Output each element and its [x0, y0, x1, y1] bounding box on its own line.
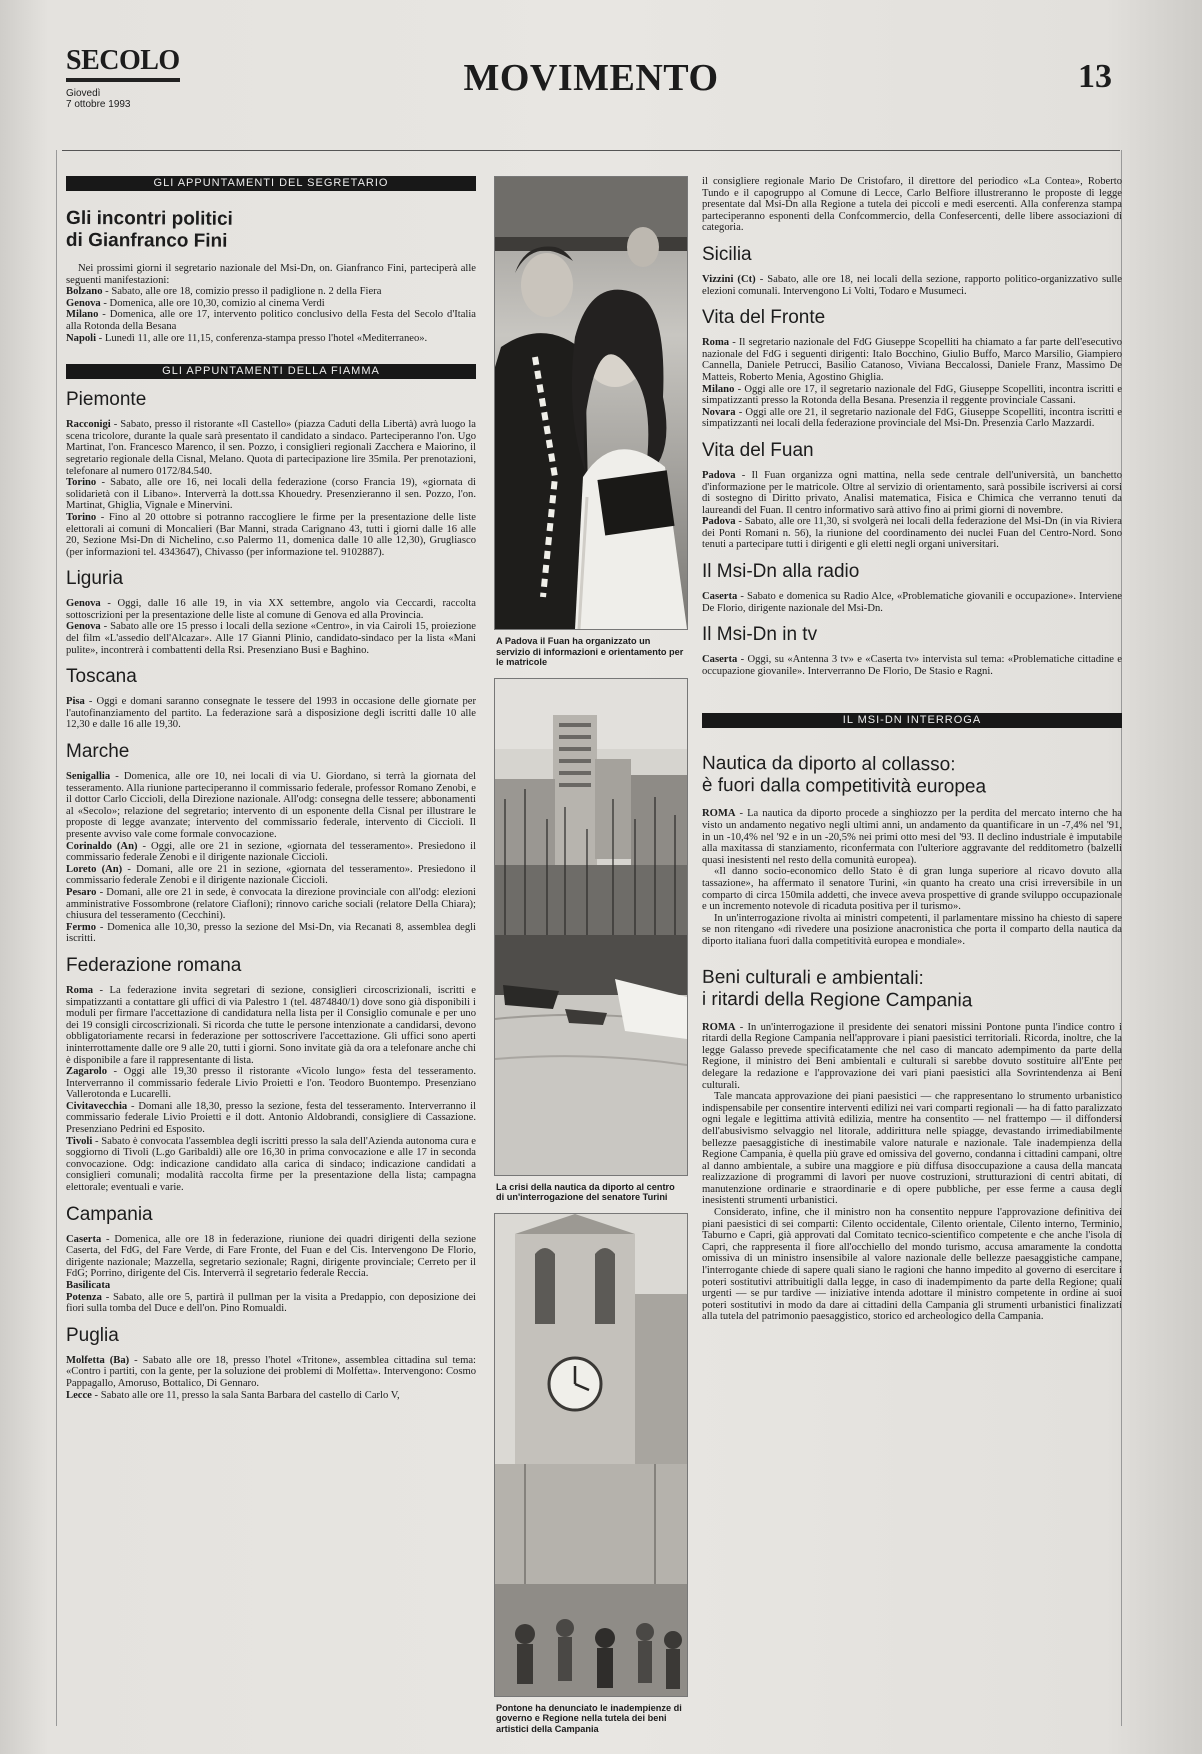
- list-item: Fermo - Domenica alle 10,30, presso la sezione del Msi-Dn, via Recanati 8, assemblea degli iscritti.: [66, 921, 476, 945]
- page-number: 13: [1078, 58, 1112, 95]
- masthead: [62, 40, 1120, 108]
- article-nautica: [702, 808, 1122, 947]
- article-paragraph: «Il danno socio-economico dello Stato è di gran lunga superiore al ricavo dovuto alla tassazione», ha affermato il senatore Turini, «in quanto ha creato una crisi irreversibile in un comparto di circa 150mila addetti, che invece aveva prospettive di grande sviluppo occupazionale e un incremento notevole di ricaduta positiva per il turismo».: [702, 866, 1122, 913]
- headline-beni-line2: i ritardi della Regione Campania: [701, 988, 973, 1011]
- campania-list: [66, 1234, 476, 1315]
- students-photo-image: [495, 177, 687, 629]
- section-title-radio: Il Msi-Dn alla radio: [702, 561, 860, 583]
- list-item: Bolzano - Sabato, alle ore 18, comizio presso il padiglione n. 2 della Fiera: [66, 286, 382, 298]
- list-item: Loreto (An) - Domani, alle ore 21 in sezione, «giornata del tesseramento». Presiedono il commissario federale Zenobi e il dirigente nazionale Ciccioli.: [66, 863, 476, 887]
- region-title-marche: Marche: [66, 741, 130, 763]
- lecce-continuation-text: il consigliere regionale Mario De Cristofaro, il direttore del periodico «La Contea», Roberto Tundo e il capogruppo al Comune di Lecce, Carlo Belfiore illustreranno le proposte di legge presentate dal Msi-Dn alla Regione a tutela dei piccoli e medi esercenti. Alla conferenza stampa parteciperanno esponenti della Confcommercio, della Confesercenti, delle libere associazioni di categoria.: [702, 176, 1122, 234]
- caption-padova: A Padova il Fuan ha organizzato un servizio di informazioni e orientamento per le matricole: [496, 636, 684, 667]
- newspaper-brand: SECOLO: [66, 44, 180, 82]
- list-item: Milano - Domenica, alle ore 17, intervento politico conclusivo della Festa del Secolo d'Italia alla Rotonda della Besana: [66, 309, 476, 332]
- photo-capri-clocktower: [494, 1213, 688, 1697]
- list-item: Molfetta (Ba) - Sabato alle ore 18, presso l'hotel «Tritone», assemblea cittadina sul tema: «Contro i partiti, con la gente, per la soluzione dei problemi di Molfetta». Intervengono: Cosmo Pappagallo, Amoruso, Bottalico, Di Gennaro.: [66, 1354, 476, 1389]
- region-title-puglia: Puglia: [66, 1324, 119, 1346]
- list-item: Roma - Il segretario nazionale del FdG Giuseppe Scopelliti ha chiamato a far parte dell'esecutivo nazionale del FdG i seguenti dirigenti: Italo Bocchino, Giulio Buffo, Marco Marsilio, Giampiero Cannella, Daniele Petrucci, Basilio Catanoso, Viviana Beccalossi, Daniele Franz, Massimo De Matteis, Roberto Menia, Agostino Ghiglia.: [702, 337, 1122, 383]
- column-right: [702, 176, 1122, 1329]
- list-item: Vizzini (Ct) - Sabato, alle ore 18, nei locali della sezione, rapporto politico-organizzativo sulle elezioni comunali. Intervengono Li Volti, Todaro e Musumeci.: [702, 273, 1123, 297]
- article-paragraph: Tale mancata approvazione dei piani paesistici — che rappresentano lo strumento urbanistico indispensabile per consentire interventi edilizi nei vari comparti regionali — ha di fatto paralizzato ogni legale e legittima attività edilizia, mentre ha consentito — nel frattempo — il diffondersi dell'abusivismo selvaggio nel litorale, addirittura nelle spiagge, devastando irrimediabilmente bellezze paesaggistiche di inestimabile valore naturale e nazionale. Tale inadempienza della Regione Campania, è quella più grave ed omissiva del governo, condanna i cittadini campani, oltre al danno ambientale, a subire una maggiore e più diffusa disoccupazione a causa della mancata realizzazione di programmi di lavori per nuove costruzioni, strutturazioni di centri abitati, di manutenzione ordinarie e straordinarie e di opere pubbliche, per esse ferme a causa degli inesistenti strumenti urbanistici.: [702, 1091, 1122, 1207]
- headline-nautica-line2: è fuori dalla competitività europea: [701, 775, 987, 798]
- list-item: Torino - Sabato, alle ore 16, nei locali della federazione (corso Francia 19), «giornata di solidarietà con il Libano». Interverrà la dott.ssa Khouedry. Presenzieranno il sen. Pozzo, l'on. Martinat, Ghiglia, Vignale e Minervini.: [66, 477, 476, 512]
- fronte-list: [702, 337, 1122, 430]
- region-title-liguria: Liguria: [66, 568, 124, 590]
- radio-list: [702, 591, 1122, 614]
- list-item: Milano - Oggi alle ore 17, il segretario nazionale del FdG, Giuseppe Scopelliti, incontra iscritti e simpatizzanti presso la Rotonda della Besana. Presenzia il reggente provinciale Cassani.: [702, 383, 1122, 407]
- fini-intro: Nei prossimi giorni il segretario nazionale del Msi-Dn, on. Gianfranco Fini, parteciperà alle seguenti manifestazioni:: [66, 263, 476, 286]
- list-item: Padova - Sabato, alle ore 11,30, si svolgerà nei locali della federazione del Msi-Dn (in via Riviera dei Ponti Romani n. 56), la riunione del coordinamento dei nuclei Fuan del Centro-Nord. Sono tenuti a partecipare tutti i dirigenti e gli eletti negli organi universitari.: [702, 516, 1122, 551]
- list-item: Caserta - Sabato e domenica su Radio Alce, «Problematiche giovanili e occupazione». Interviene De Florio, dirigente nazionale del Msi-Dn.: [702, 591, 1122, 614]
- headline-beni: [702, 966, 1122, 1012]
- section-title-tv: Il Msi-Dn in tv: [702, 624, 818, 646]
- sicilia-list: [702, 274, 1122, 297]
- list-item: Padova - Il Fuan organizza ogni mattina, nella sede centrale dell'università, un banchetto d'informazione per le matricole. Oltre al servizio di orientamento, sarà possibile iscriversi ai corsi di sostegno di Diritto privato, Analisi matematica, Fisica e Chimica che verranno tenuti da laureandi del Fuan. Il centro informativo sarà attivo fino ai primi giorni di novembre.: [702, 469, 1122, 516]
- article-paragraph: ROMA - La nautica da diporto procede a singhiozzo per la perdita del mercato interno che ha visto un andamento negativo negli ultimi anni, un andamento da quantificare in un -7,4% nel '91, in un -10,4% nel '92 e in un -20,5% nei primi otto mesi del '93. Il declino industriale è imputabile alla maxitassa di stanziamento, riconfermata con l'ulteriore aggravante del redditometro (balzelli quasi inesistenti nel resto della comunità europea).: [702, 808, 1122, 866]
- headline-nautica: [702, 753, 1122, 799]
- list-item: Potenza - Sabato, alle ore 5, partirà il pullman per la visita a Predappio, con deposizione dei fiori sulla tomba del Duce e dell'on. Pino Romualdi.: [66, 1291, 476, 1315]
- section-title-fuan: Vita del Fuan: [702, 439, 814, 461]
- headline-fini-line2: di Gianfranco Fini: [65, 229, 228, 252]
- piemonte-list: [66, 419, 476, 558]
- caption-beni-culturali: Pontone ha denunciato le inadempienze di governo e Regione nella tutela dei beni artistici della Campania: [496, 1702, 682, 1734]
- list-item: Genova - Domenica, alle ore 10,30, comizio al cinema Verdi: [66, 297, 325, 309]
- liguria-list: [66, 598, 476, 656]
- section-band-segretario: GLI APPUNTAMENTI DEL SEGRETARIO: [66, 176, 476, 191]
- list-item: Civitavecchia - Domani alle 18,30, presso la sezione, festa del tesseramento. Interverranno il commissario federale Livio Proietti e il dott. Antonio Aldobrandi, consigliere di Cassazione. Presenziano Pedrini ed Esposito.: [66, 1100, 476, 1136]
- headline-fini-line1: Gli incontri politici: [66, 207, 233, 230]
- region-title-campania: Campania: [66, 1203, 153, 1225]
- lecce-continuation: [702, 176, 1122, 234]
- issue-day: Giovedì: [66, 88, 101, 99]
- list-item: Genova - Oggi, dalle 16 alle 19, in via XX settembre, angolo via Ceccardi, raccolta sottoscrizioni per la presentazione delle liste al comune di Genova ed alla Provincia.: [66, 598, 476, 621]
- headline-fini: [66, 208, 476, 254]
- list-item: Pesaro - Domani, alle ore 21 in sede, è convocata la direzione provinciale con all'odg: elezioni amministrative Fossombrone (relatore Ciafloni); rinnovo cariche sociali (relatore Della Chiara); chiusura del tesseramento (Cecchini).: [66, 886, 476, 922]
- list-item: Napoli - Lunedì 11, alle ore 11,15, conferenza-stampa presso l'hotel «Mediterraneo».: [66, 332, 428, 344]
- puglia-list: [66, 1355, 476, 1401]
- list-item: Genova - Sabato alle ore 15 presso i locali della sezione «Centro», in via Cairoli 15, proiezione del film «L'assedio dell'Alcazar». Alle 17 Gianni Plinio, candidato-sindaco per la lista «Mani pulite», incontrerà i combattenti della Rsi. Presenziano Busi e Baghino.: [66, 621, 476, 656]
- region-title-piemonte: Piemonte: [66, 389, 147, 411]
- toscana-list: [66, 696, 476, 731]
- column-appointments: [66, 176, 476, 1407]
- harbor-photo-image: [495, 679, 687, 1175]
- list-item: Pisa - Oggi e domani saranno consegnate le tessere del 1993 in occasione delle giornate per l'autofinanziamento del partito. La federazione sarà a disposizione degli iscritti dalle 10 alle 12,30 e dalle 16 alle 19,30.: [66, 696, 476, 731]
- list-item: Roma - La federazione invita segretari di sezione, consiglieri circoscrizionali, iscritti e simpatizzanti a contattare gli uffici di via Palestro 1 (tel. 4874840/1) dove sono già disponibili i moduli per firmare l'accettazione di candidatura nella lista per il Consiglio comunale e per uno dei 19 consigli circoscrizionali. Si ricorda che tutte le persone intenzionate a candidarsi, devono obbligatoriamente recarsi in federazione per sottoscrivere l'accettazione. Gli uffici sono aperti ininterrottamente dalle ore 9 alle 20, tutti i giorni. Sono invitate già da ora a telefonare anche chi è disponibile a fare il rappresentante di lista.: [66, 984, 476, 1066]
- clocktower-photo-image: [495, 1214, 687, 1696]
- roma-list: [66, 985, 476, 1194]
- section-band-interroga: IL MSI-DN INTERROGA: [702, 713, 1122, 728]
- list-item: Novara - Oggi alle ore 21, il segretario nazionale del FdG, Giuseppe Scopelliti, incontra iscritti e simpatizzanti nei locali della federazione provinciale del Msi-Dn. Presenzia Carlo Mazzardi.: [702, 406, 1122, 430]
- region-label-basilicata: Basilicata: [66, 1280, 111, 1291]
- list-item: [66, 1280, 476, 1292]
- fini-list: [66, 263, 476, 344]
- list-item: Caserta - Domenica, alle ore 18 in federazione, riunione dei quadri dirigenti della sezione Caserta, del FdG, del Fare Verde, di Fare Fronte, del Fuan e del Cis. Intervengono De Florio, dirigente nazionale; Mazzella, segretario sezionale; Ragni, dirigente provinciale; Cerreto per il FdG; Porrino, dirigente del Cis. Interverrà il segretario federale Reccia.: [66, 1233, 476, 1280]
- fuan-list: [702, 470, 1122, 551]
- region-title-sicilia: Sicilia: [702, 243, 752, 265]
- article-paragraph: Considerato, infine, che il ministro non ha consentito neppure l'approvazione definitiva dei piani paesistici di sei comparti: Cilento occidentale, Cilento orientale, Cilento interno, Terminio, Taburno e Capri, già approvati dal Comitato tecnico-scientifico competente e che anche l'isola di Capri, che rappresenta il fiore all'occhiello del mondo turismo, accusa amaramente la condotta omissiva di un ministro insensibile al valore nazionale delle bellezze paesaggistiche campane, l'interrogante chiede di sapere quali siano le ragioni che hanno impedito al governo di esercitare i poteri sostitutivi attribuitigli dalla legge, in caso di inadempimento da parte della Regione; quali urgenti — se pur tardive — iniziative intenda adottare il ministro competente in ordine ai suoi poteri sostitutivi in modo da dare ai cittadini della Campania gli strumenti urbanistici finalizzati alla tutela del patrimonio paesaggistico, storico ed archeologico della Campania.: [702, 1207, 1122, 1323]
- photo-harbor: [494, 678, 688, 1176]
- article-beni: [702, 1022, 1122, 1323]
- article-paragraph: ROMA - In un'interrogazione il presidente dei senatori missini Pontone punta l'indice contro i ritardi della Regione Campania nell'approvare i piani paesistici territoriali. Ricorda, inoltre, che la legge Galasso prevede specificatamente che nel caso di mancato adempimento da parte della Regione, il ministro dei Beni ambientali e culturali si sarebbe dovuto sostituire all'Ente per delegare la redazione e l'approvazione dei vari piani paesistici alla Sovrintendenza ai Beni culturali.: [702, 1021, 1122, 1091]
- list-item: Senigallia - Domenica, alle ore 10, nei locali di via U. Giordano, si terrà la giornata del tesseramento. Alla riunione parteciperanno il commissario federale, professor Romano Zenobi, e il dottor Carlo Ciccioli, della Direzione nazionale. All'odg: consegna delle tessere; abbonamenti al «Secolo»; relazione del segretario; intervento di un esponente della Cisnal per illustrare le proposte di legge avanzate; intervento del commissario federale, intervento di Ciccioli. Il presente avviso vale come formale convocazione.: [66, 771, 476, 840]
- list-item: Torino - Fino al 20 ottobre si potranno raccogliere le firme per la presentazione delle liste elettorali ai comuni di Moncalieri (Bar Manni, strada Carignano 43, tutti i giorni dalle 16 alle 20, Sezione Msi-Dn di Nichelino, c.so Palermo 11, domenica dalle 10 alle 12,30), Grugliasco (per informazioni tel. 4343647), Chivasso (per informazione tel. 9102887).: [66, 511, 476, 558]
- article-paragraph: In un'interrogazione rivolta ai ministri competenti, il parlamentare missino ha chiesto di sapere se non ritengano «di rivedere una posizione anacronistica che porta il comparto della nautica da diporto italiana fuori dalla competitività europea e mondiale».: [702, 912, 1122, 947]
- issue-full-date: 7 ottobre 1993: [66, 99, 131, 110]
- list-item: Lecce - Sabato alle ore 11, presso la sala Santa Barbara del castello di Carlo V,: [66, 1389, 400, 1401]
- section-title-fronte: Vita del Fronte: [702, 307, 826, 329]
- section-band-fiamma: GLI APPUNTAMENTI DELLA FIAMMA: [66, 364, 476, 379]
- marche-list: [66, 771, 476, 945]
- headline-nautica-line1: Nautica da diporto al collasso:: [702, 753, 956, 776]
- photo-padova-students: [494, 176, 688, 630]
- column-photos: [494, 176, 686, 1744]
- caption-nautica: La crisi della nautica da diporto al centro di un'interrogazione del senatore Turini: [496, 1181, 675, 1202]
- list-item: Tivoli - Sabato è convocata l'assemblea degli iscritti presso la sala dell'Azienda autonoma cura e soggiorno di Tivoli (L.go Garibaldi) alle ore 16,30 in prima convocazione e alle 17 in seconda convocazione. Odg: indicazione candidato alla carica di sindaco; indicazione candidati a consiglieri comunali; modalità raccolta firme per la presentazione della lista; campagna elettorale; eventuali e varie.: [66, 1135, 476, 1194]
- list-item: Racconigi - Sabato, presso il ristorante «Il Castello» (piazza Caduti della Libertà) avrà luogo la scena tricolore, durante la quale sarà presentato il candidato a sindaco. Parteciperanno l'on. Ugo Martinat, l'on. Francesco Marenco, il sen. Pozzo, i consiglieri regionali Zacchera e Maiorino, il segretario regionale della Cisnal, Melano. Quota di partecipazione lire 35mila. Per prenotazioni, telefonare al numero 0172/84.540.: [66, 419, 476, 477]
- list-item: Corinaldo (An) - Oggi, alle ore 21 in sezione, «giornata del tesseramento». Presiedono il commissario federale Zenobi e il dirigente nazionale Ciccioli.: [66, 840, 476, 864]
- tv-list: [702, 654, 1122, 677]
- headline-beni-line1: Beni culturali e ambientali:: [702, 966, 924, 989]
- list-item: Caserta - Oggi, su «Antenna 3 tv» e «Caserta tv» intervista sul tema: «Problematiche cittadine e occupazione giovanile». Interverranno De Florio, De Stasio e Ragni.: [702, 654, 1122, 677]
- region-title-toscana: Toscana: [66, 666, 137, 688]
- region-title-roma: Federazione romana: [66, 954, 242, 976]
- section-title: MOVIMENTO: [463, 57, 719, 99]
- list-item: Zagarolo - Oggi alle 19,30 presso il ristorante «Vicolo lungo» festa del tesseramento. Interverranno il commissario federale Livio Proietti e l'on. Teodoro Buontempo. Presenziano Vallerotonda e Lucarelli.: [66, 1066, 476, 1101]
